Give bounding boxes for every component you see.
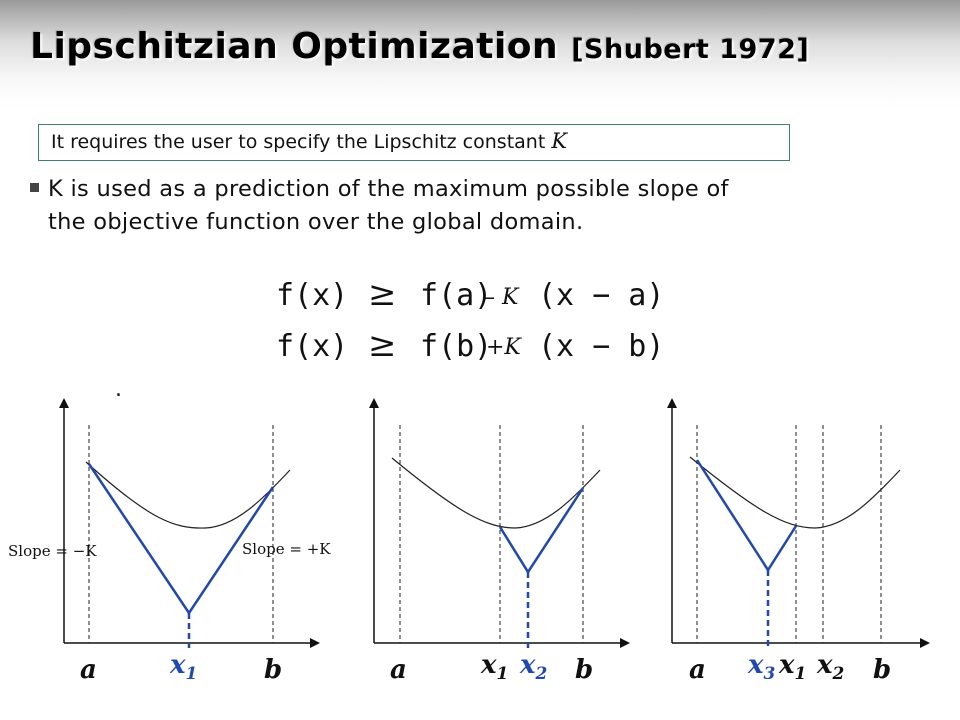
p1-slope-left-label: Slope = −K	[8, 542, 97, 560]
p3-x2-name: x	[817, 650, 833, 680]
callout-text: It requires the user to specify the Lipschitz constant	[51, 131, 546, 153]
p2-b-label: b	[575, 655, 594, 685]
p3-a-label: a	[689, 655, 706, 685]
p3-x1-subscript: 1	[794, 664, 807, 684]
p1-lower-bound	[89, 464, 273, 613]
p3-x3-subscript: 3	[763, 664, 776, 684]
eq2-diff: (x − b)	[538, 329, 665, 364]
p2-x1-subscript: 1	[496, 664, 509, 684]
p2-x2-name: x	[520, 650, 536, 680]
eq1-base: f(a)	[420, 278, 493, 313]
eq2-coefficient: +K	[486, 335, 521, 360]
callout-variable: K	[551, 129, 568, 153]
p3-b-label: b	[873, 655, 892, 685]
eq2-relation: ≥	[368, 325, 397, 365]
eq2-base: f(b)	[420, 329, 493, 364]
p3-x3-name: x	[748, 650, 764, 680]
p3-x1-label	[778, 650, 806, 684]
p2-lower-bound	[500, 488, 583, 572]
diagram-panel-1	[8, 403, 331, 685]
p2-a-label: a	[390, 655, 407, 685]
eq1-relation: ≥	[368, 274, 397, 314]
p2-x2-subscript: 2	[535, 664, 548, 684]
p3-x2-label	[816, 650, 845, 684]
slide-title-main: Lipschitzian Optimization	[30, 26, 559, 67]
bullet-line-2: the objective function over the global domain.	[48, 209, 584, 235]
p3-x2-subscript: 2	[832, 664, 845, 684]
p2-objective-curve	[392, 458, 600, 528]
p1-slope-right-label: Slope = +K	[242, 540, 331, 558]
p1-x1-subscript: 1	[185, 664, 198, 684]
bullet-line-1: K is used as a prediction of the maximum possible slope of	[48, 176, 729, 202]
p3-objective-curve	[690, 457, 900, 528]
eq1-lhs: f(x)	[276, 278, 349, 313]
eq2-lhs: f(x)	[276, 329, 349, 364]
p1-b-label: b	[264, 655, 283, 685]
p1-x1-name: x	[170, 650, 186, 680]
p3-x3-label	[747, 650, 776, 684]
stray-dot: .	[115, 377, 122, 402]
p2-x1-name: x	[481, 650, 497, 680]
p2-x2-label	[519, 650, 548, 684]
diagram-panel-3	[672, 403, 925, 685]
eq1-coefficient: – K	[484, 285, 519, 310]
eq1-diff: (x − a)	[538, 278, 665, 313]
diagram-panel-2	[374, 403, 625, 685]
p3-lower-bound	[697, 460, 796, 570]
p1-objective-curve	[86, 462, 290, 528]
slide-title-reference: [Shubert 1972]	[571, 34, 810, 65]
p3-x1-name: x	[779, 650, 795, 680]
p1-x1-label	[169, 650, 197, 684]
p2-x1-label	[480, 650, 508, 684]
p1-a-label: a	[80, 655, 97, 685]
